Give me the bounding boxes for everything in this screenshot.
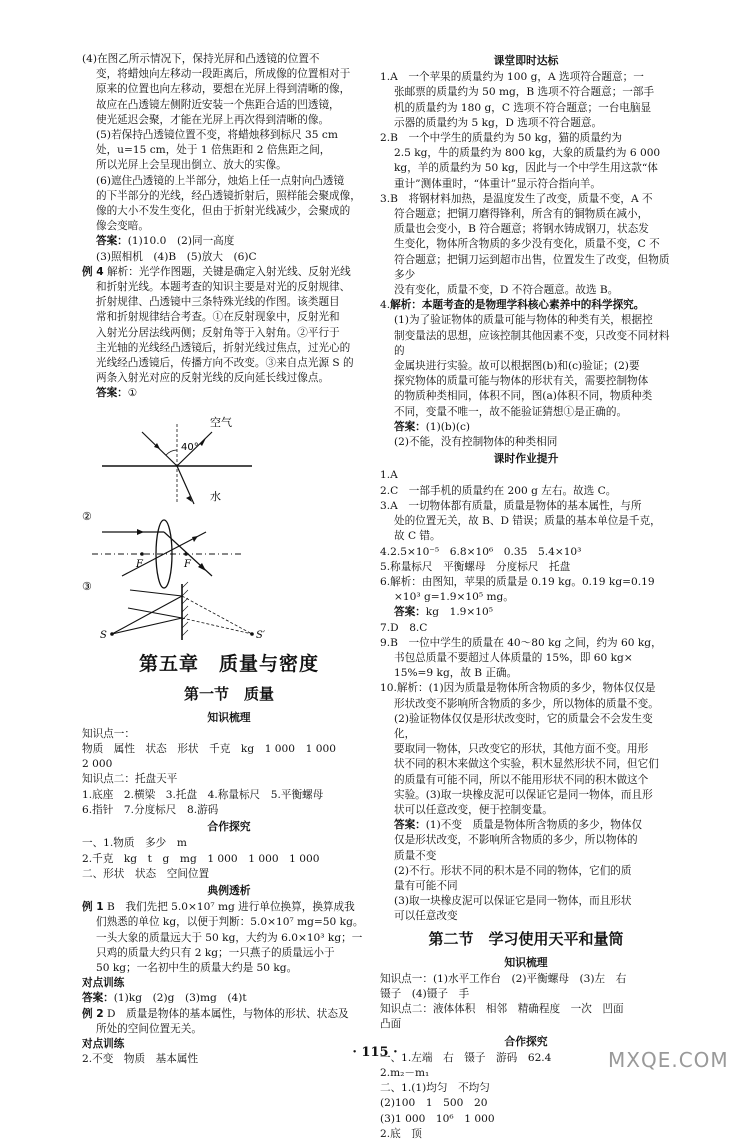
question-line: 质量也会变小，B 符合题意；将钢水铸成钢刀，状态发 [394, 223, 649, 236]
source-point [110, 632, 114, 636]
reflected-ray-2 [128, 608, 182, 618]
knowledge-line: 2 000 [82, 758, 113, 771]
center-arrow [192, 536, 198, 542]
mark-2: ② [82, 509, 92, 523]
hw-6-body [380, 590, 672, 605]
knowledge-title: 知识梳理 [207, 710, 251, 724]
section-1-title: 第一节 质量 [183, 684, 274, 703]
answer-2: 答案：① [96, 387, 138, 400]
coop-line: 2.底 顶 [380, 1127, 422, 1140]
knowledge-line: 凸面 [380, 1018, 402, 1031]
paragraph-line: 处，u=15 cm，处于 1 倍焦距和 2 倍焦距之间， [96, 144, 331, 157]
homework-line: ×10³ g=1.9×10⁵ mg。 [394, 591, 514, 604]
answer-line: 质量不变 [394, 849, 437, 862]
question-line: 的物质种类相同，体积不同，图(a)体积不同，物质种类 [394, 390, 653, 403]
paragraph-line: 变，将蜡烛向左移动一段距离后，所成像的位置相对于 [96, 68, 351, 81]
coop-line: 一、1.物质 多少 m [82, 837, 187, 850]
parallel-arrow [137, 529, 144, 535]
coop-line: (2)100 1 500 20 [380, 1097, 488, 1110]
homework-line: 10.解析：(1)因为质量是物体所含物质的多少，物体仅仅是 [380, 682, 656, 695]
example-2-body [82, 1022, 376, 1037]
question-line: 没有变化，质量不变，D 不符合题意。故选 B。 [394, 284, 619, 297]
virtual-ray-2 [182, 618, 252, 634]
water-label: 水 [210, 489, 221, 503]
chapter-title: 第五章 质量与密度 [138, 652, 319, 675]
answer-1: 答案：(1)10.0 (2)同一高度 [96, 235, 235, 248]
question-line: 2.5 kg，牛的质量约为 800 kg，大象的质量约为 6 000 [394, 147, 661, 160]
question-line: 生变化，物体所含物质的多少没有变化，质量不变，C 不 [394, 238, 660, 251]
coop-title: 合作探究 [207, 820, 251, 834]
hw-7-8: 7.D 8.C [380, 621, 428, 634]
focus-left [140, 552, 144, 556]
question-2 [380, 131, 672, 192]
coop-line: 二、1.(1)均匀 不均匀 [380, 1082, 490, 1095]
source-label: S [100, 629, 107, 640]
homework-line: 处的位置无关，故 B、D 错误；质量的基本单位是千克， [394, 515, 661, 528]
question-line: 符合题意；把铜刀运到超市出售，位置发生了改变，但物质多少 [394, 253, 670, 281]
image-label: S′ [256, 629, 266, 640]
coop-line: (3)1 000 10⁶ 1 000 [380, 1112, 495, 1125]
figure-lens [82, 510, 242, 588]
paragraph-line: 的下半部分的光线，经凸透镜折射后，照样能会聚成像， [96, 189, 361, 202]
coop-line: 二、形状 状态 空间位置 [82, 867, 210, 880]
hw-3 [380, 499, 672, 545]
example-2-first: 例 2 D 质量是物体的基本属性，与物体的形状、状态及 [82, 1007, 349, 1020]
example-line: 两条入射光对应的反射光线的反向延长线过像点。 [96, 372, 330, 385]
homework-line: 状不同的积木来做这个实验，积木显然形状不同，但它们 [394, 758, 659, 771]
example-4-body [82, 280, 376, 386]
homework-line: 实验。(3)取一块橡皮泥可以保证它是同一物体，而且形 [394, 788, 653, 801]
paragraph-line: 像会变暗。 [96, 220, 149, 233]
paragraph-line: 所以光屏上会呈现出倒立、放大的实像。 [96, 159, 287, 172]
coop-2-title: 合作探究 [504, 1034, 548, 1048]
paragraph-line: (5)若保持凸透镜位置不变，将蜡烛移到标尺 35 cm [96, 129, 338, 142]
knowledge-line: 知识点一： [82, 727, 135, 740]
question-line: kg，羊的质量约为 50 kg，因此与一个中学生用这款“体 [394, 162, 658, 175]
homework-line: 形状改变不影响所含物质的多少，所以物体的质量不变。 [394, 697, 659, 710]
figure-refraction [102, 415, 252, 504]
example-line: 们熟悉的单位 kg，以便于判断：5.0×10⁷ mg=50 kg。 [96, 916, 364, 929]
typical-title: 典例透析 [207, 883, 251, 897]
homework-line: 书包总质量不要超过人体质量的 15%，即 60 kg× [394, 651, 633, 664]
knowledge-line: 知识点二：液体体积 相邻 精确程度 一次 凹面 [380, 1003, 624, 1016]
air-label: 空气 [210, 415, 232, 429]
left-column [82, 52, 376, 1067]
question-1 [380, 70, 672, 131]
answer-line: (2)不行。形状不同的积木是不同的物体，它们的质 [394, 864, 632, 877]
homework-line: 15%=9 kg，故 B 正确。 [394, 667, 518, 680]
answer-line: 量有可能不同 [394, 879, 458, 892]
answer-line: 仅是形状改变，不影响所含物质的多少，所以物体的 [394, 834, 638, 847]
paragraph-line: (6)遮住凸透镜的上半部分，烛焰上任一点射向凸透镜 [96, 174, 345, 187]
example-line: 只鸡的质量大约只有 2 kg；一只燕子的质量远小于 [96, 946, 335, 959]
optics-diagrams-svg [82, 404, 376, 640]
knowledge-line: 知识点二：托盘天平 [82, 773, 178, 786]
knowledge-line: 6.指针 7.分度标尺 8.游码 [82, 803, 219, 816]
example-line: 一头大象的质量远大于 50 kg，大约为 6.0×10³ kg；一 [96, 931, 363, 944]
knowledge-line: 镊子 (4)镊子 手 [380, 987, 470, 1000]
question-4-first: 4.解析：本题考查的是物理学科核心素养中的科学探究。 [380, 299, 645, 312]
hw-6-answer: 答案：kg 1.9×10⁵ [394, 606, 494, 619]
question-4-answer-2: (2)不能，没有控制物体的种类相同 [394, 436, 558, 449]
question-line: 3.B 将钢材料加热，是温度发生了改变，质量不变，A 不 [380, 192, 653, 205]
question-4-body [380, 313, 672, 419]
question-line: 1.A 一个苹果的质量约为 100 g，A 选项符合题意；一 [380, 71, 644, 84]
example-line: 常和折射规律结合考查。①在反射现象中，反射光和 [96, 311, 340, 324]
question-line: 张邮票的质量约为 50 mg，B 选项不符合题意；一部手 [394, 86, 655, 99]
paragraph-line: 故应在凸透镜左侧附近安装一个焦距合适的凹透镜， [96, 98, 340, 111]
example-line: 光线经凸透镜后，传播方向不改变。③来自点光源 S 的 [96, 357, 354, 370]
virtual-ray-1 [182, 596, 252, 634]
knowledge-2-title: 知识梳理 [504, 955, 548, 969]
paragraph-line: 像的大小不发生变化，但由于折射光线减少，会聚成的 [96, 205, 351, 218]
angle-arc [166, 450, 177, 455]
question-line: 机的质量约为 180 g，C 选项不符合题意；一台电脑显 [394, 101, 652, 114]
answer-line: 可以任意改变 [394, 910, 458, 923]
knowledge-line: 物质 属性 状态 形状 千克 kg 1 000 1 000 [82, 743, 336, 756]
example-line: 50 kg；一名初中生的质量大约是 50 kg。 [96, 961, 298, 974]
watermark: MXQE.COM [608, 1048, 729, 1072]
knowledge-line: 1.底座 2.横梁 3.托盘 4.称量标尺 5.平衡螺母 [82, 788, 324, 801]
example-line: 和折射光线。本题考查的知识主要是对光的反射规律、 [96, 281, 351, 294]
class-title: 课堂即时达标 [493, 54, 559, 67]
question-4-answer: 答案：(1)(b)(c) [394, 420, 471, 433]
coop-line: 2.千克 kg t g mg 1 000 1 000 1 000 [82, 852, 320, 865]
left-top-paragraphs [82, 52, 376, 234]
right-column [380, 52, 672, 1142]
question-line: 示器的质量约为 5 kg，D 选项不符合题意。 [394, 116, 603, 129]
question-line: 符合题意；把铜刀磨得锋利，所含有的铜物质在减小， [394, 208, 649, 221]
incident-ray-2 [112, 618, 182, 634]
figure-mirror [82, 580, 266, 640]
drill-2-answer: 2.不变 物质 基本属性 [82, 1053, 199, 1066]
answer-1b: (3)照相机 (4)B (5)放大 (6)C [96, 250, 257, 263]
drill-1-answer: 答案：(1)kg (2)g (3)mg (4)t [82, 992, 247, 1005]
coop-line: 一、1.左端 右 镊子 游码 62.4 [380, 1051, 552, 1064]
hw-10 [380, 681, 672, 818]
refracted-ray [177, 466, 194, 504]
coop-line: 2.m₂－m₁ [380, 1067, 430, 1079]
homework-line: 9.B 一位中学生的质量在 40～80 kg 之间，约为 60 kg， [380, 636, 662, 649]
example-1-first: 例 1 B 我们先把 5.0×10⁷ mg 进行单位换算，换算成我 [82, 901, 355, 914]
hw-4: 4.2.5×10⁻⁵ 6.8×10⁶ 0.35 5.4×10³ [380, 545, 582, 558]
hw-1: 1.A [380, 469, 398, 482]
answer-line: (3)取一块橡皮泥可以保证它是同一物体，而且形状 [394, 895, 632, 908]
homework-line: 状可以任意改变，便于控制变量。 [394, 803, 553, 816]
paragraph-line: (4)在图乙所示情况下，保持光屏和凸透镜的位置不 [82, 53, 320, 65]
hw-2: 2.C 一部手机的质量约在 200 g 左右。故选 C。 [380, 484, 617, 497]
coop-lines [82, 836, 376, 882]
homework-title: 课时作业提升 [493, 452, 559, 466]
knowledge-2-lines [380, 972, 672, 1033]
homework-line: 3.A 一切物体都有质量，质量是物体的基本属性，与所 [380, 499, 642, 512]
question-line: 探究物体的质量可能与物体的形状有关，需要控制物体 [394, 375, 649, 388]
optics-figures [82, 404, 376, 640]
question-3 [380, 192, 672, 298]
example-line: 入射光分居法线两侧；反射角等于入射角。②平行于 [96, 326, 340, 339]
example-line: 主光轴的光线经凸透镜后，折射光线过焦点，过光心的 [96, 341, 351, 354]
angle-label: 40° [181, 441, 199, 453]
section-2-title: 第二节 学习使用天平和量筒 [428, 929, 624, 948]
drill-2-title: 对点训练 [82, 1037, 125, 1050]
paragraph-line: 使光延迟会聚，才能在光屏上再次得到清晰的像。 [96, 113, 330, 126]
example-1-body [82, 915, 376, 976]
page-number: · 115 · [352, 1045, 398, 1060]
question-line: (1)为了验证物体的质量可能与物体的种类有关，根据控 [394, 314, 653, 327]
homework-line: 的质量有可能不同，所以不能用形状不同的积木做这个 [394, 773, 649, 786]
question-line: 重计”测体重时，“体重计”显示符合指向羊。 [394, 177, 601, 190]
drill-1-title: 对点训练 [82, 977, 125, 990]
focus-right [184, 552, 188, 556]
reflected-ray-1 [130, 590, 182, 596]
mark-3: ③ [82, 579, 92, 593]
incident-ray-1 [112, 596, 182, 634]
knowledge-lines [82, 727, 376, 818]
homework-line: 要取同一物体，只改变它的形状，其他方面不变。用形 [394, 743, 649, 756]
homework-line: (2)验证物体仅仅是形状改变时，它的质量会不会发生变化， [394, 712, 653, 740]
question-line: 2.B 一个中学生的质量约为 50 kg，猫的质量约为 [380, 132, 622, 145]
image-point [250, 632, 254, 636]
incident-ray [142, 432, 177, 466]
example-line: 所处的空间位置无关。 [96, 1022, 202, 1035]
paragraph-line: 原来的位置也向左移动，要想在光屏上得到清晰的像， [96, 83, 351, 96]
hw-6-first: 6.解析：由图知，苹果的质量是 0.19 kg。0.19 kg=0.19 [380, 575, 655, 588]
question-line: 制变量法的思想，应该控制其他因素不变，只改变不同材料的 [394, 329, 670, 357]
mirror-hatching [182, 582, 188, 636]
hw-10-answer: 答案：(1)不变 质量是物体所含物质的多少，物体仅 仅是形状改变，不影响所含物质的多少，所以物体的 质量不变 (2)不行。形状不同的积木是不同的物体，它们的质 量有可能不同 (3)取一块橡皮泥可以保证它是同一物体，而且形状 可以任意改变 [380, 818, 672, 924]
focus-label-right: F [184, 558, 191, 570]
focus-label-left: F [136, 558, 143, 570]
knowledge-line: 知识点一：(1)水平工作台 (2)平衡螺母 (3)左 右 [380, 972, 627, 985]
question-line: 不同，变量不唯一，故不能验证猜想①是正确的。 [394, 405, 628, 418]
example-line: 折射规律、凸透镜中三条特殊光线的作图。该类题目 [96, 296, 340, 309]
hw-5: 5.称量标尺 平衡螺母 分度标尺 托盘 [380, 560, 571, 573]
question-line: 金属块进行实验。故可以根据图(b)和(c)验证；(2)要 [394, 360, 640, 373]
hw-9 [380, 636, 672, 682]
homework-line: 故 C 错。 [394, 530, 441, 543]
example-4-first: 例 4 解析：光学作图题，关键是确定入射光线、反射光线 [82, 265, 351, 278]
